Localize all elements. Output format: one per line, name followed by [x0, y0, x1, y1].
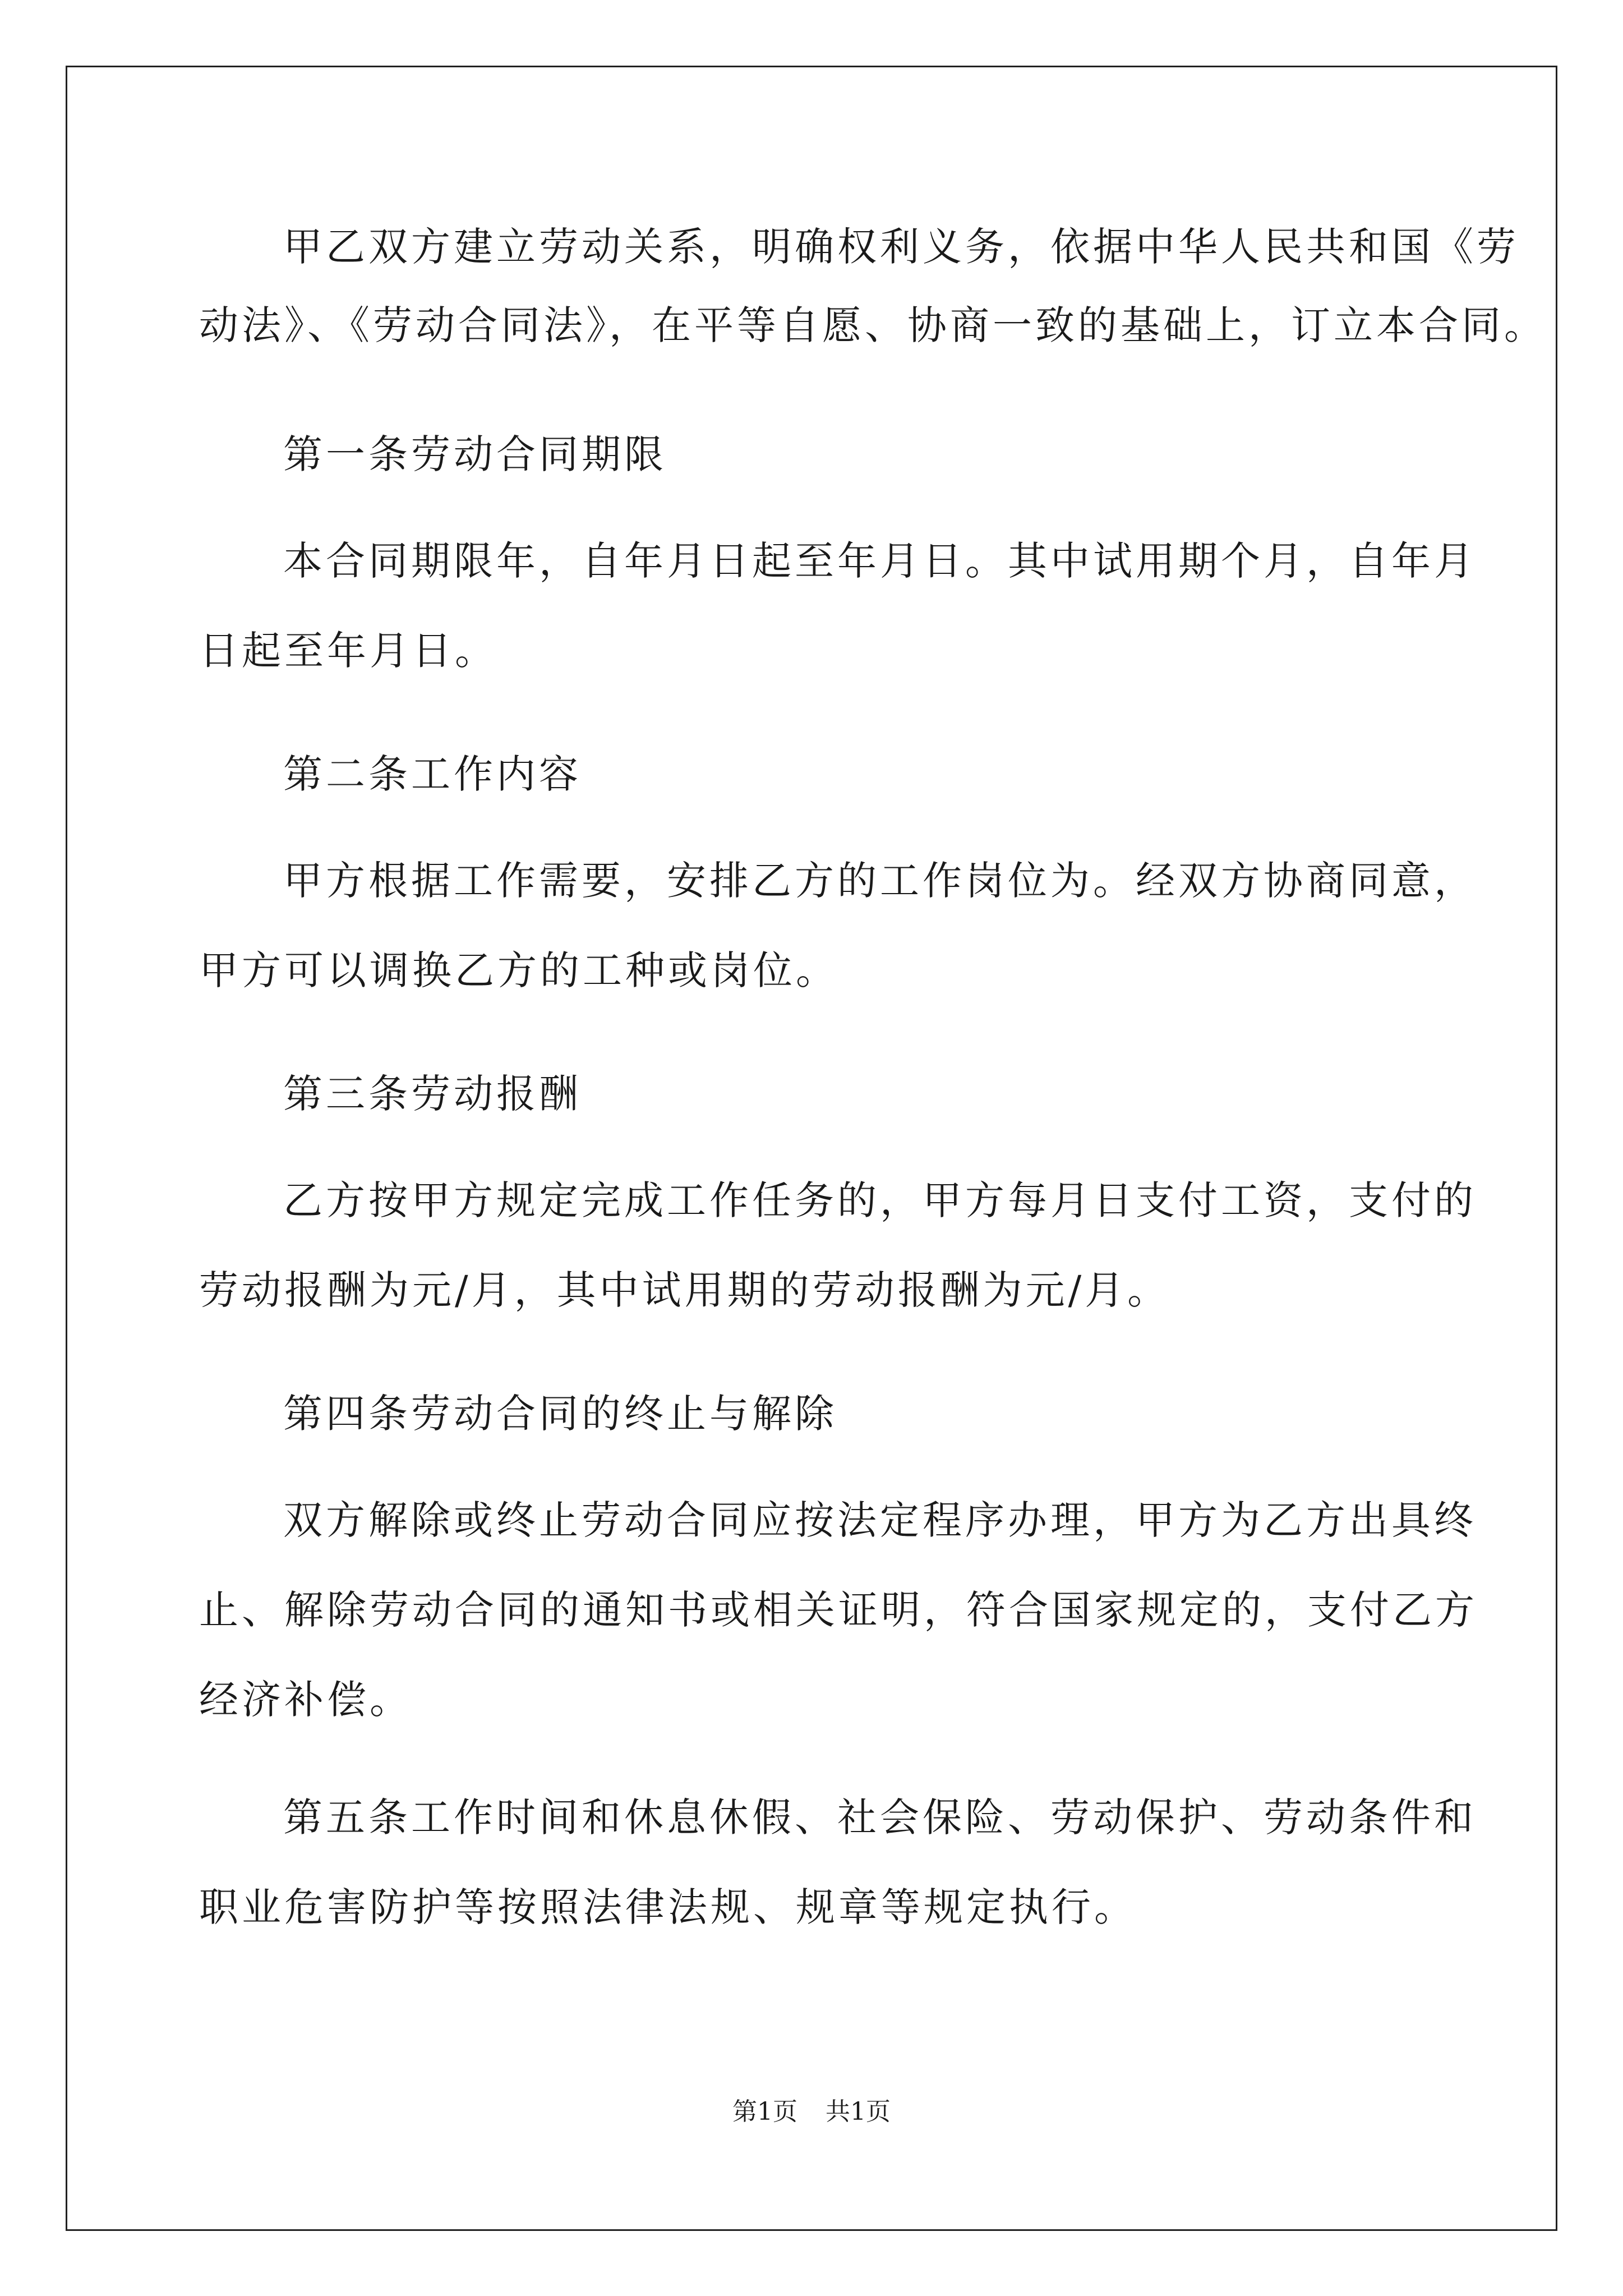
article-5-text-line-1: 第五条工作时间和休息休假、社会保险、劳动保护、劳动条件和 — [283, 1795, 1477, 1841]
article-1-text-line-1: 本合同期限年，自年月日起至年月日。其中试用期个月，自年月 — [283, 538, 1477, 584]
article-1-text-line-2: 日起至年月日。 — [199, 628, 497, 674]
article-3-heading: 第三条劳动报酬 — [283, 1071, 582, 1117]
article-5-text-line-2: 职业危害防护等按照法律法规、规章等规定执行。 — [199, 1884, 1137, 1930]
article-4-text-line-2: 止、解除劳动合同的通知书或相关证明，符合国家规定的，支付乙方 — [199, 1587, 1478, 1633]
article-3-text-line-1: 乙方按甲方规定完成工作任务的，甲方每月日支付工资，支付的 — [283, 1177, 1477, 1223]
article-1-heading: 第一条劳动合同期限 — [283, 431, 667, 477]
article-4-text-line-1: 双方解除或终止劳动合同应按法定程序办理，甲方为乙方出具终 — [283, 1497, 1477, 1543]
article-2-text-line-1: 甲方根据工作需要，安排乙方的工作岗位为。经双方协商同意， — [283, 858, 1477, 904]
paragraph-intro-line-1: 甲乙双方建立劳动关系，明确权利义务，依据中华人民共和国《劳 — [283, 224, 1519, 270]
page-number-current: 第1页 — [732, 2097, 797, 2126]
article-4-text-line-3: 经济补偿。 — [199, 1677, 412, 1723]
page-footer — [0, 2095, 1623, 2129]
page-number-total: 共1页 — [826, 2097, 891, 2126]
article-4-heading: 第四条劳动合同的终止与解除 — [283, 1391, 837, 1437]
article-2-text-line-2: 甲方可以调换乙方的工种或岗位。 — [199, 947, 838, 993]
paragraph-intro-line-2: 动法》、《劳动合同法》，在平等自愿、协商一致的基础上，订立本合同。 — [199, 302, 1547, 348]
article-2-heading: 第二条工作内容 — [283, 751, 582, 797]
article-3-text-line-2: 劳动报酬为元/月，其中试用期的劳动报酬为元/月。 — [199, 1267, 1170, 1313]
